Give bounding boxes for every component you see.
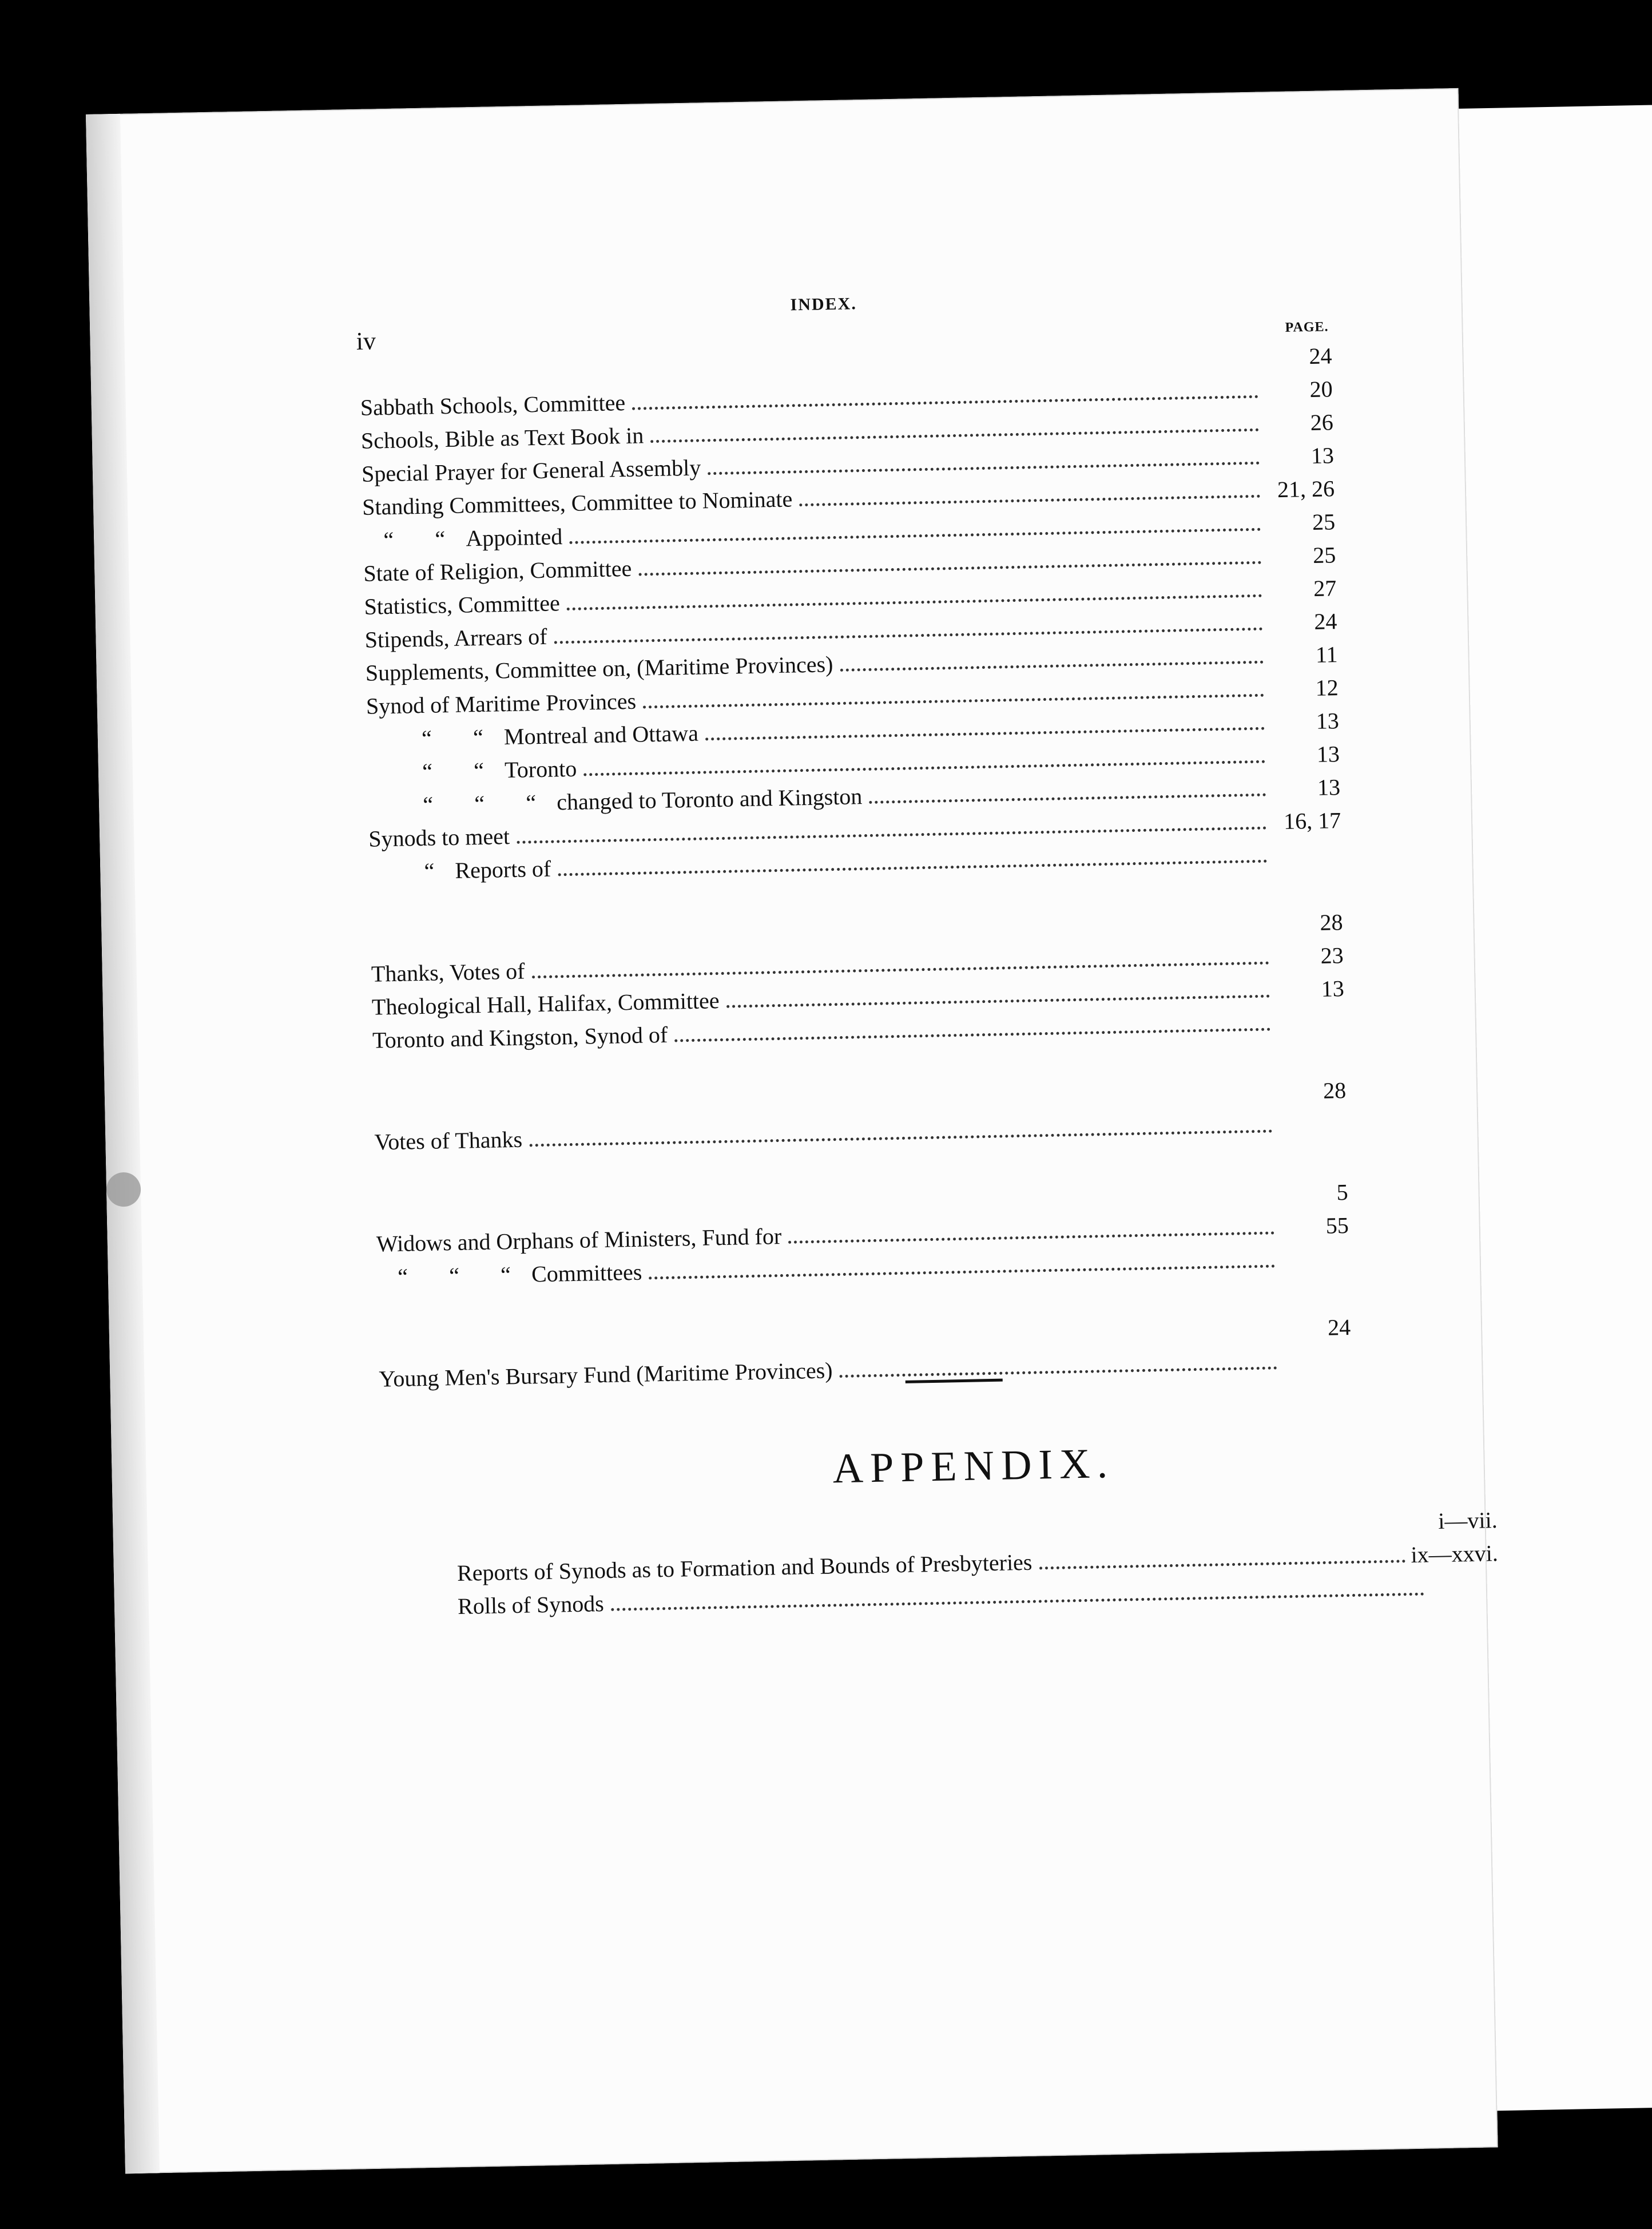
entry-page: 11 bbox=[1315, 641, 1338, 668]
entry-text: State of Religion, Committee bbox=[363, 555, 632, 586]
entry-page: 24 bbox=[1313, 608, 1337, 634]
dot-leader bbox=[649, 1264, 1276, 1279]
entry-label bbox=[361, 422, 651, 454]
entry-text: Toronto and Kingston, Synod of bbox=[372, 1021, 668, 1053]
dot-leader bbox=[583, 760, 1265, 776]
entry-label bbox=[364, 622, 554, 653]
entry-label bbox=[371, 957, 531, 987]
dot-leader bbox=[799, 495, 1260, 506]
entry-text: Committees bbox=[531, 1259, 642, 1287]
entry-label bbox=[364, 589, 567, 620]
dot-leader bbox=[517, 827, 1266, 844]
ditto-mark: “ bbox=[500, 1262, 511, 1288]
entry-page: 26 bbox=[1310, 409, 1334, 435]
entry-page bbox=[1424, 1594, 1499, 1595]
entry-text: Synod of Maritime Provinces bbox=[366, 688, 637, 719]
ditto-mark: “ bbox=[422, 758, 433, 784]
page-header bbox=[355, 285, 1329, 355]
entry-page bbox=[1277, 1368, 1351, 1369]
entry-page: ix—xxvi. bbox=[1411, 1540, 1499, 1568]
entry-page: 28 bbox=[1320, 909, 1343, 935]
ditto-mark: “ bbox=[422, 791, 434, 818]
entry-page bbox=[1275, 1266, 1349, 1267]
entry-label bbox=[403, 855, 558, 885]
entry-text: Statistics, Committee bbox=[364, 590, 561, 620]
dot-leader bbox=[726, 995, 1270, 1008]
dot-leader bbox=[567, 594, 1262, 610]
entry-label bbox=[368, 823, 517, 852]
ditto-mark: “ bbox=[435, 526, 446, 552]
dot-leader bbox=[674, 1028, 1270, 1042]
entry-label bbox=[363, 523, 570, 554]
dot-leader bbox=[869, 794, 1266, 804]
entry-label bbox=[360, 389, 632, 421]
running-title: INDEX. bbox=[790, 294, 857, 315]
entry-page: 5 bbox=[1336, 1179, 1348, 1205]
ditto-mark: “ bbox=[448, 1262, 460, 1289]
entry-page: 13 bbox=[1311, 442, 1335, 469]
entry-page: 20 bbox=[1309, 376, 1333, 403]
book-page bbox=[86, 88, 1498, 2174]
dot-leader bbox=[558, 860, 1267, 876]
dot-leader bbox=[708, 462, 1260, 475]
ditto-mark: “ bbox=[474, 790, 485, 817]
entry-page: 13 bbox=[1316, 741, 1340, 767]
entry-text: Votes of Thanks bbox=[374, 1126, 523, 1155]
entry-label bbox=[374, 1125, 529, 1155]
entry-text: changed to Toronto and Kingston bbox=[556, 783, 863, 815]
entry-page bbox=[1273, 1131, 1347, 1132]
entry-label bbox=[402, 755, 584, 786]
entry-text: Schools, Bible as Text Book in bbox=[360, 422, 644, 454]
entry-label bbox=[377, 1258, 649, 1290]
dot-leader bbox=[788, 1231, 1274, 1243]
dot-leader bbox=[638, 561, 1261, 576]
entry-text: Sabbath Schools, Committee bbox=[360, 389, 626, 421]
ditto-mark: “ bbox=[424, 858, 435, 884]
entry-text: Young Men's Bursary Fund (Maritime Provinces) bbox=[379, 1357, 833, 1392]
entry-page bbox=[1267, 861, 1341, 862]
entry-page: 16, 17 bbox=[1283, 807, 1341, 835]
dot-leader bbox=[529, 1130, 1272, 1147]
ditto-mark: “ bbox=[383, 526, 394, 553]
dot-leader bbox=[632, 395, 1258, 410]
entry-label bbox=[363, 555, 639, 587]
entry-page: 13 bbox=[1317, 774, 1341, 800]
entry-text: Standing Committees, Committee to Nominate bbox=[362, 486, 793, 520]
entry-text: Appointed bbox=[465, 523, 563, 552]
appendix-heading: APPENDIX. bbox=[832, 1439, 1115, 1493]
entry-page: 12 bbox=[1315, 675, 1339, 701]
entry-page: i—vii. bbox=[1437, 1507, 1498, 1534]
ditto-mark: “ bbox=[472, 724, 484, 751]
entry-text: Synods to meet bbox=[368, 823, 510, 852]
ditto-mark: “ bbox=[473, 757, 485, 784]
entry-text: Rolls of Synods bbox=[457, 1591, 605, 1619]
entry-label bbox=[401, 719, 706, 752]
entry-label bbox=[458, 1590, 611, 1620]
dot-leader bbox=[1039, 1560, 1405, 1569]
dot-leader bbox=[611, 1593, 1424, 1611]
dot-leader bbox=[840, 1366, 1277, 1378]
entry-text: Special Prayer for General Assembly bbox=[361, 454, 701, 487]
entry-text: Widows and Orphans of Ministers, Fund for bbox=[376, 1223, 782, 1257]
entry-page: 13 bbox=[1316, 708, 1340, 734]
ditto-mark: “ bbox=[525, 790, 537, 816]
appendix-list bbox=[456, 1506, 1499, 1626]
entry-text: Theological Hall, Halifax, Committee bbox=[371, 987, 720, 1020]
ditto-mark: “ bbox=[421, 725, 432, 751]
ditto-mark: “ bbox=[397, 1263, 408, 1290]
entry-page: 23 bbox=[1320, 942, 1344, 969]
entry-page: 24 bbox=[1327, 1314, 1351, 1340]
entry-text: Stipends, Arrears of bbox=[364, 623, 547, 653]
page-number: iv bbox=[356, 327, 376, 355]
entry-page: 24 bbox=[1309, 343, 1332, 370]
page-column-label: PAGE. bbox=[1285, 319, 1329, 335]
entry-label bbox=[372, 1021, 675, 1054]
entry-page: 28 bbox=[1323, 1077, 1347, 1104]
dot-leader bbox=[554, 628, 1263, 644]
dot-leader bbox=[569, 528, 1261, 544]
dot-leader bbox=[840, 661, 1263, 672]
entry-text: Montreal and Ottawa bbox=[503, 720, 699, 750]
entry-page: 13 bbox=[1321, 975, 1345, 1002]
entry-text: Reports of Synods as to Formation and Bounds of Presbyteries bbox=[456, 1549, 1032, 1587]
dot-leader bbox=[650, 429, 1259, 443]
entry-page: 21, 26 bbox=[1277, 475, 1335, 503]
entry-text: Thanks, Votes of bbox=[371, 958, 525, 987]
dot-leader bbox=[705, 727, 1265, 741]
entry-page: 55 bbox=[1325, 1212, 1349, 1239]
entry-text: Toronto bbox=[504, 755, 577, 783]
entry-label bbox=[366, 687, 643, 719]
entry-page bbox=[1270, 1029, 1345, 1030]
entry-page: 25 bbox=[1312, 542, 1336, 568]
entry-text: Reports of bbox=[455, 855, 551, 883]
entry-page: 27 bbox=[1313, 575, 1337, 601]
entry-page: 25 bbox=[1312, 509, 1336, 535]
index-list bbox=[359, 342, 1352, 1398]
dot-leader bbox=[643, 694, 1264, 709]
entry-text: Supplements, Committee on, (Maritime Provinces) bbox=[365, 651, 833, 686]
page-gutter-shadow bbox=[86, 114, 160, 2174]
dot-leader bbox=[532, 962, 1269, 979]
